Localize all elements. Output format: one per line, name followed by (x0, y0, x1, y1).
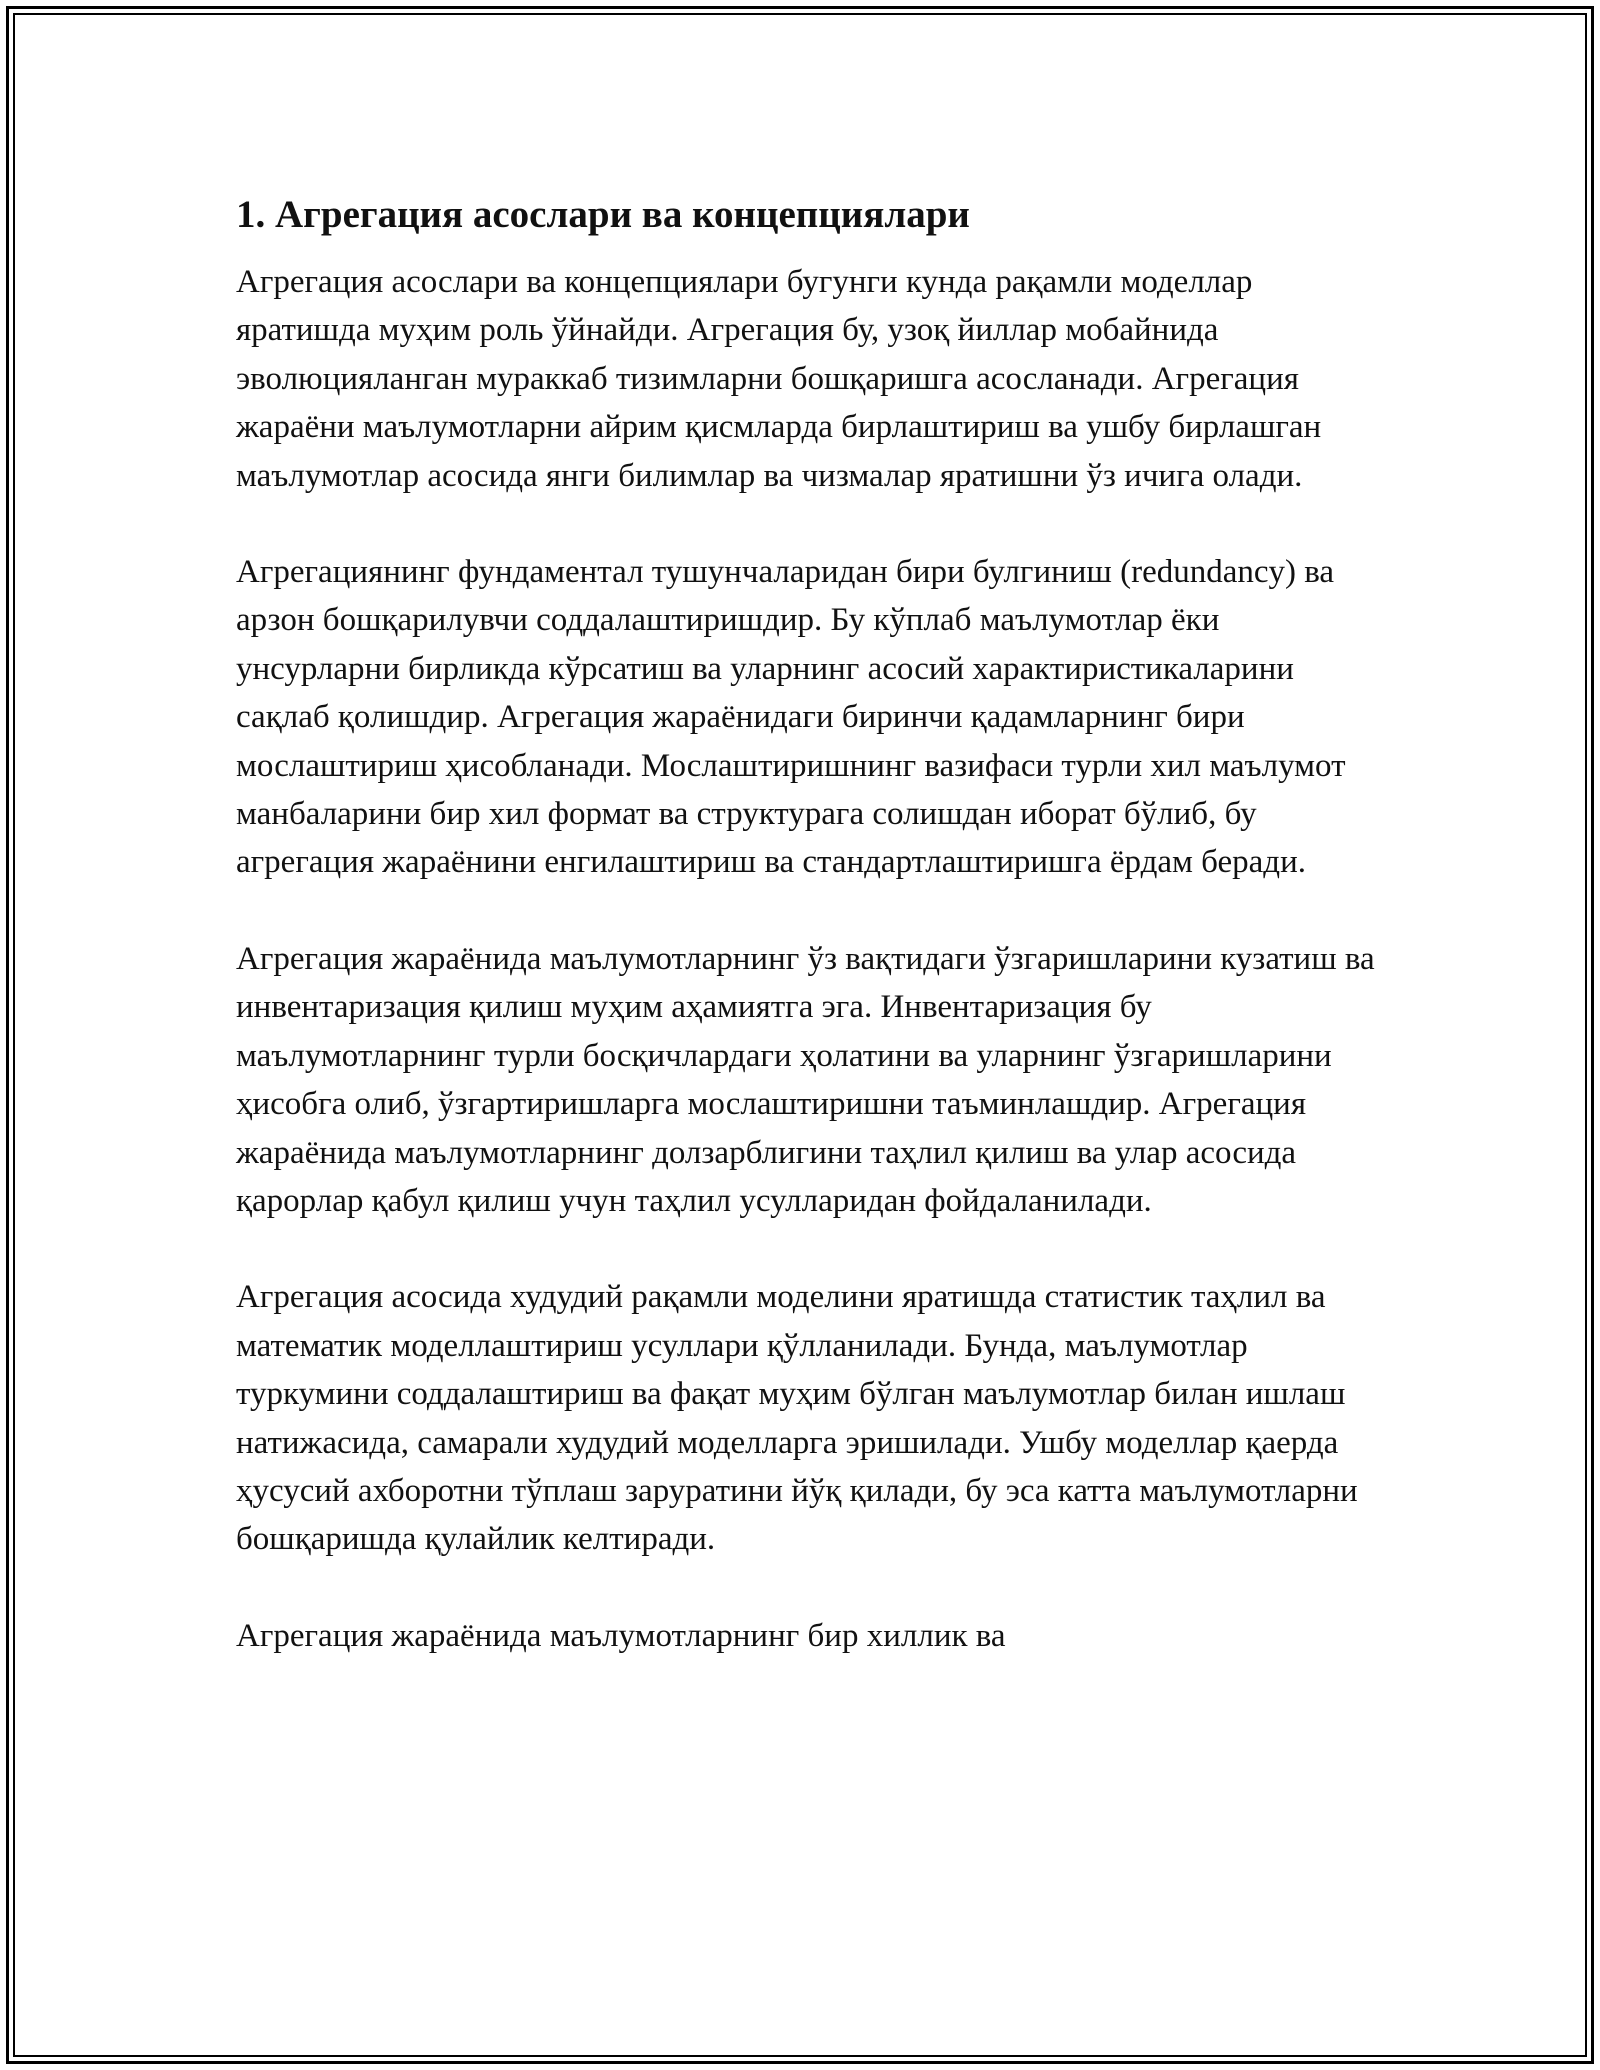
paragraph-3: Агрегация жараёнида маълумотларнинг ўз вақтидаги ўзгаришларини кузатиш ва инвентаризация қилиш муҳим аҳамиятга эга. Инвентаризация бу маълумотларнинг турли босқичлардаги ҳолатини ва уларнинг ўзгаришларини ҳисобга олиб, ўзгартиришларга мослаштиришни таъминлашдир. Агрегация жараёнида маълумотларнинг долзарблигини таҳлил қилиш ва улар асосида қарорлар қабул қилиш учун таҳлил усулларидан фойдаланилади. (236, 940, 1375, 1219)
paragraph-2: Агрегациянинг фундаментал тушунчаларидан бири булгиниш (redundancy) ва арзон бошқарилувчи соддалаштиришдир. Бу кўплаб маълумотлар ёки унсурларни бирликда кўрсатиш ва уларнинг асосий характиристикаларини сақлаб қолишдир. Агрегация жараёнидаги биринчи қадамларнинг бири мослаштириш ҳисобланади. Мослаштиришнинг вазифаси турли хил маълумот манбаларини бир хил формат ва структурага солишдан иборат бўлиб, бу агрегация жараёнини енгилаштириш ва стандартлаштиришга ёрдам беради. (236, 554, 1346, 881)
paragraph-5: Агрегация жараёнида маълумотларнинг бир хиллик ва (236, 1617, 1006, 1654)
paragraph-1: Агрегация асослари ва концепциялари бугунги кунда рақамли моделлар яратишда муҳим роль ўйнайди. Агрегация бу, узоқ йиллар мобайнида эволюцияланган мураккаб тизимларни бошқаришга асосланади. Агрегация жараёни маълумотларни айрим қисмларда бирлаштириш ва ушбу бирлашган маълумотлар асосида янги билимлар ва чизмалар яратишни ўз ичига олади. (236, 264, 1322, 494)
document-body (236, 186, 1376, 1708)
paragraph-4: Агрегация асосида худудий рақамли моделини яратишда статистик таҳлил ва математик моделлаштириш усуллари қўлланилади. Бунда, маълумотлар туркумини соддалаштириш ва фақат муҳим бўлган маълумотлар билан ишлаш натижасида, самарали худудий моделларга эришилади. Ушбу моделлар қаерда ҳусусий ахборотни тўплаш заруратини йўқ қилади, бу эса катта маълумотларни бошқаришда қулайлик келтиради. (236, 1279, 1358, 1558)
section-heading: 1. Агрегация асослари ва концепциялари (236, 193, 970, 236)
